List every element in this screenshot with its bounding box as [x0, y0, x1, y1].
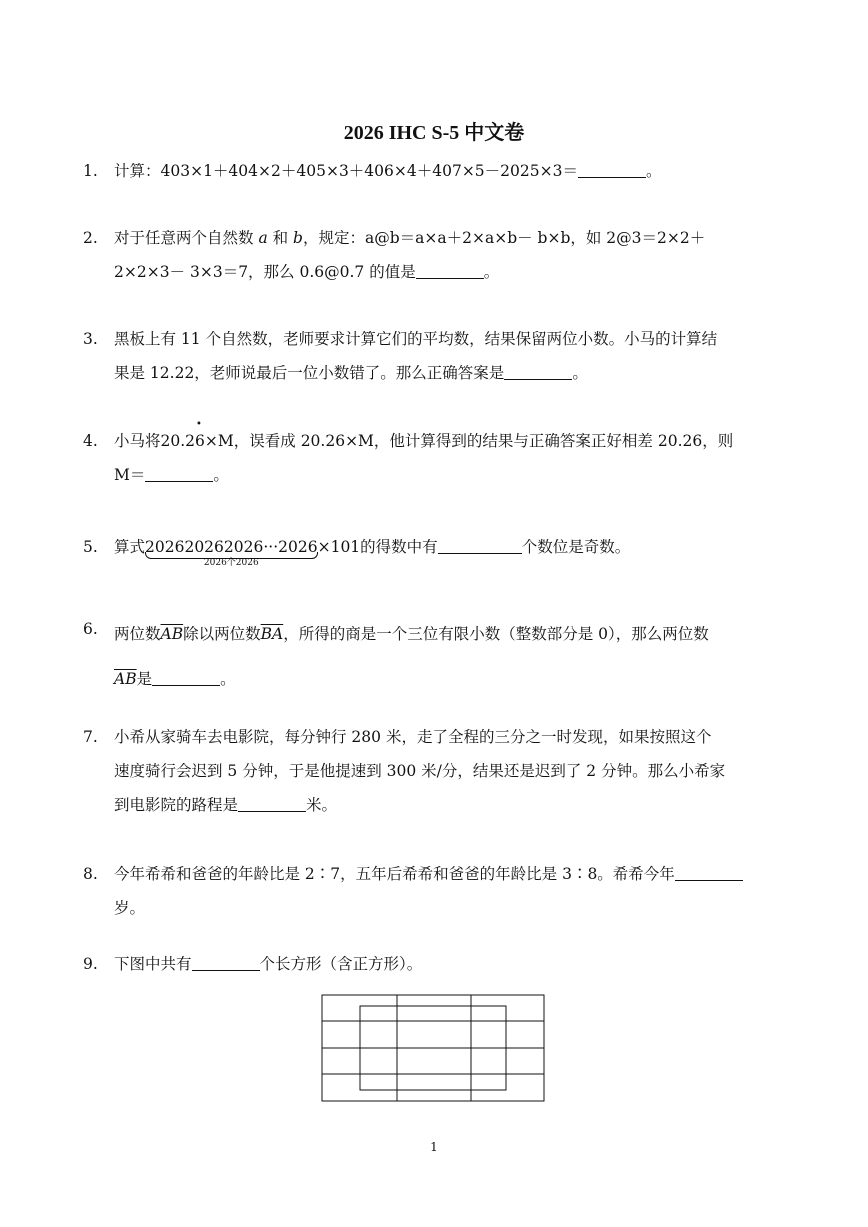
- answer-blank[interactable]: [675, 862, 743, 881]
- question-7: [83, 720, 788, 822]
- question-text: 两位数: [114, 625, 161, 643]
- question-text: ×M，误看成 20.26×M，他计算得到的结果与正确答案正好相差 20.26，则: [204, 432, 734, 450]
- question-text: 小希从家骑车去电影院，每分钟行 280 米，走了全程的三分之一时发现，如果按照这个: [114, 728, 712, 746]
- question-text: 黑板上有 11 个自然数，老师要求计算它们的平均数，结果保留两位小数。小马的计算结: [114, 330, 718, 348]
- two-digit-ab: $\overline{AB}$: [114, 670, 137, 688]
- two-digit-ba: $\overline{BA}$: [260, 625, 284, 643]
- question-8: [83, 857, 788, 925]
- question-suffix: 。: [213, 466, 229, 484]
- two-digit-ab: $\overline{AB}$: [160, 625, 184, 643]
- question-number: 8.: [83, 865, 98, 883]
- answer-blank[interactable]: [192, 952, 260, 971]
- question-text: 岁。: [114, 899, 146, 917]
- question-text: 除以两位数: [183, 625, 261, 643]
- question-1: [83, 154, 788, 188]
- page-number: 1: [430, 1140, 438, 1154]
- question-text: 是: [136, 670, 153, 688]
- question-text: 2×2×3－ 3×3＝7，那么 0.6@0.7 的值是: [114, 263, 416, 281]
- question-text: ×101: [317, 538, 361, 556]
- question-text: ，规定：a@b＝a×a＋2×a×b－ b×b，如 2@3＝2×2＋: [302, 229, 706, 247]
- question-text: 今年希希和爸爸的年龄比是 2∶7，五年后希希和爸爸的年龄比是 3∶8。希希今年: [114, 865, 675, 883]
- question-text: 到电影院的路程是: [114, 796, 239, 814]
- question-text: 个长方形（含正方形）。: [259, 955, 423, 973]
- question-text: M＝: [114, 466, 146, 484]
- question-text: ，所得的商是一个三位有限小数（整数部分是 0），那么两位数: [283, 625, 709, 643]
- question-9: [83, 947, 788, 981]
- question-5: [83, 530, 788, 568]
- question-number: 7.: [83, 728, 98, 746]
- question-number: 2.: [83, 229, 98, 247]
- question-suffix: 。: [220, 670, 236, 688]
- question-number: 5.: [83, 538, 98, 556]
- answer-blank[interactable]: [152, 667, 220, 686]
- question-number: 6.: [83, 620, 98, 638]
- page-title: 2026 IHC S-5 中文卷: [343, 122, 525, 144]
- answer-blank[interactable]: [416, 260, 484, 279]
- decimal-value: 20.2: [160, 432, 196, 450]
- question-text: 速度骑行会迟到 5 分钟，于是他提速到 300 米/分，结果还是迟到了 2 分钟。那么小希家: [114, 762, 726, 780]
- question-text: 下图中共有: [114, 955, 192, 973]
- question-text: 个数位是奇数。: [521, 538, 631, 556]
- question-text: 和: [267, 229, 294, 247]
- repeating-decimal: [161, 432, 205, 450]
- answer-blank[interactable]: [504, 361, 572, 380]
- question-2: [83, 221, 788, 289]
- answer-blank[interactable]: [145, 463, 213, 482]
- question-number: 1.: [83, 162, 98, 180]
- question-suffix: 米。: [306, 796, 338, 814]
- var-b: b: [293, 229, 303, 247]
- question-text: 小马将: [114, 432, 161, 450]
- var-a: a: [258, 229, 268, 247]
- question-text: 计算：403×1＋404×2＋405×3＋406×4＋407×5－2025×3＝: [114, 162, 578, 180]
- question-text: 算式: [114, 538, 146, 556]
- question-suffix: 。: [483, 263, 500, 281]
- repeating-digit: • 6: [195, 424, 205, 458]
- answer-blank[interactable]: [238, 793, 306, 812]
- answer-blank[interactable]: [438, 535, 522, 554]
- question-text: 果是 12.22，老师说最后一位小数错了。那么正确答案是: [114, 364, 505, 382]
- question-6: [83, 612, 788, 702]
- question-text: 对于任意两个自然数: [114, 229, 259, 247]
- repeated-number: 202620262026···2026: [145, 538, 318, 556]
- question-suffix: 。: [572, 364, 588, 382]
- underbrace-label: 2026个2026: [203, 558, 259, 568]
- question-number: 4.: [83, 432, 98, 450]
- question-4: [83, 424, 788, 492]
- rectangle-grid-figure: [321, 994, 547, 1104]
- question-text: 的得数中有: [360, 538, 438, 556]
- question-suffix: 。: [645, 162, 662, 180]
- question-number: 3.: [83, 330, 98, 348]
- question-number: 9.: [83, 955, 98, 973]
- underbrace-expression: [145, 530, 318, 568]
- answer-blank[interactable]: [578, 159, 646, 178]
- question-3: [83, 322, 788, 390]
